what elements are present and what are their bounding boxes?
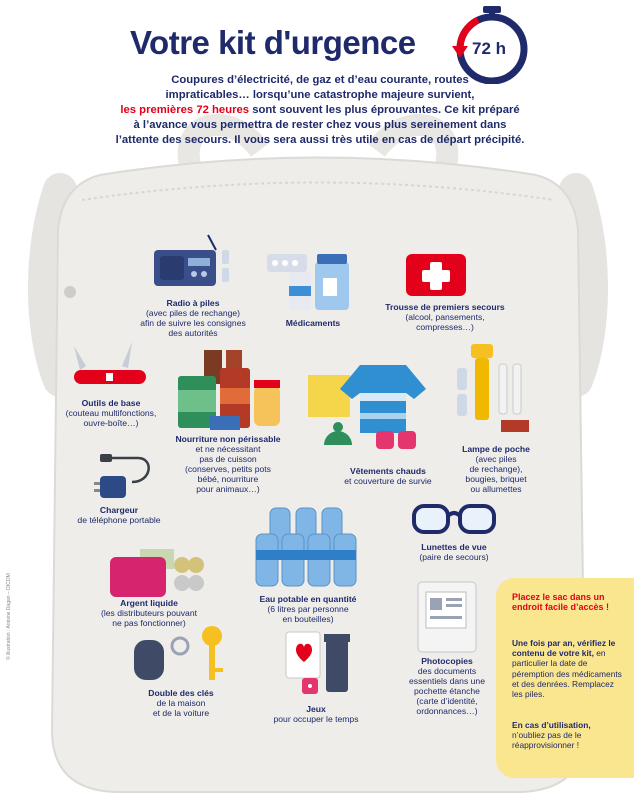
item-water: Eau potable en quantité (6 litres par personne en bouteilles) (259, 594, 357, 624)
item-charger: Chargeur de téléphone portable (77, 505, 161, 525)
item-first-aid: Trousse de premiers secours (alcool, pansements, compresses…) (385, 302, 505, 332)
item-cash: Argent liquide (les distributeurs pouvant ne pas fonctionner) (100, 598, 197, 628)
water-bottles-icon (252, 494, 362, 590)
games-icon (282, 622, 360, 700)
medicine-icon (265, 250, 355, 312)
advice-note (496, 578, 634, 778)
first-aid-kit-icon (404, 250, 468, 298)
item-copies: Photocopies des documents essentiels dans une pochette étanche (carte d’identité, ordonnances…) (409, 656, 485, 716)
canned-food-icon (172, 346, 287, 430)
item-glasses: Lunettes de vue (paire de secours) (419, 542, 489, 562)
item-tools: Outils de base (couteau multifonctions, ouvre-boîte…) (65, 398, 157, 428)
item-keys: Double des clés de la maison et de la voiture (148, 688, 214, 718)
note-heading: Placez le sac dans un endroit facile d’accès ! (512, 592, 610, 613)
wallet-cash-icon (106, 543, 206, 605)
item-radio: Radio à piles (avec piles de rechange) afin de suivre les consignes des autorités (140, 298, 246, 338)
badge-72h: 72 h (472, 39, 507, 58)
intro-paragraph (40, 73, 600, 148)
illustration-credit: © illustration : Antoine Dagan – DICOM (6, 573, 12, 660)
keys-icon (130, 622, 234, 684)
radio-icon (150, 230, 240, 290)
note-after-use: En cas d’utilisation, n’oubliez pas de le réapprovisionner ! (512, 720, 591, 751)
intro-line: à l’avance vous permettra de rester chez vous plus sereinement dans (133, 119, 507, 131)
intro-line: Coupures d’électricité, de gaz et d’eau courante, routes (171, 74, 469, 86)
intro-line: l’attente des secours. Il vous sera aussi très utile en cas de départ précipité. (115, 134, 525, 146)
intro-line: impraticables… lorsqu’une catastrophe majeure survient, (165, 89, 475, 101)
note-check-yearly: Une fois par an, vérifiez le contenu de votre kit, en particulier la date de péremption des médicaments et des denrées. Remplacez les piles. (512, 638, 622, 700)
glasses-icon (410, 500, 498, 536)
warm-clothes-icon (306, 355, 430, 455)
flashlight-icon (455, 340, 535, 440)
item-food: Nourriture non périssable et ne nécessitant pas de cuisson (conserves, petits pots bébé, nourriture pour animaux…) (175, 434, 281, 494)
multitool-icon (70, 340, 150, 390)
item-games: Jeux pour occuper le temps (273, 704, 359, 724)
item-flashlight: Lampe de poche (avec piles de rechange), bougies, briquet ou allumettes (462, 444, 530, 494)
phone-charger-icon (92, 452, 164, 504)
item-medicines: Médicaments (285, 318, 341, 328)
item-warm-clothes: Vêtements chauds et couverture de survie (344, 466, 432, 486)
intro-line: les premières 72 heures sont souvent les plus éprouvantes. Ce kit préparé (120, 104, 520, 116)
highlight-72h: les premières 72 heures (120, 104, 250, 116)
document-copies-icon (416, 580, 480, 654)
page-title: Votre kit d'urgence (130, 24, 416, 61)
